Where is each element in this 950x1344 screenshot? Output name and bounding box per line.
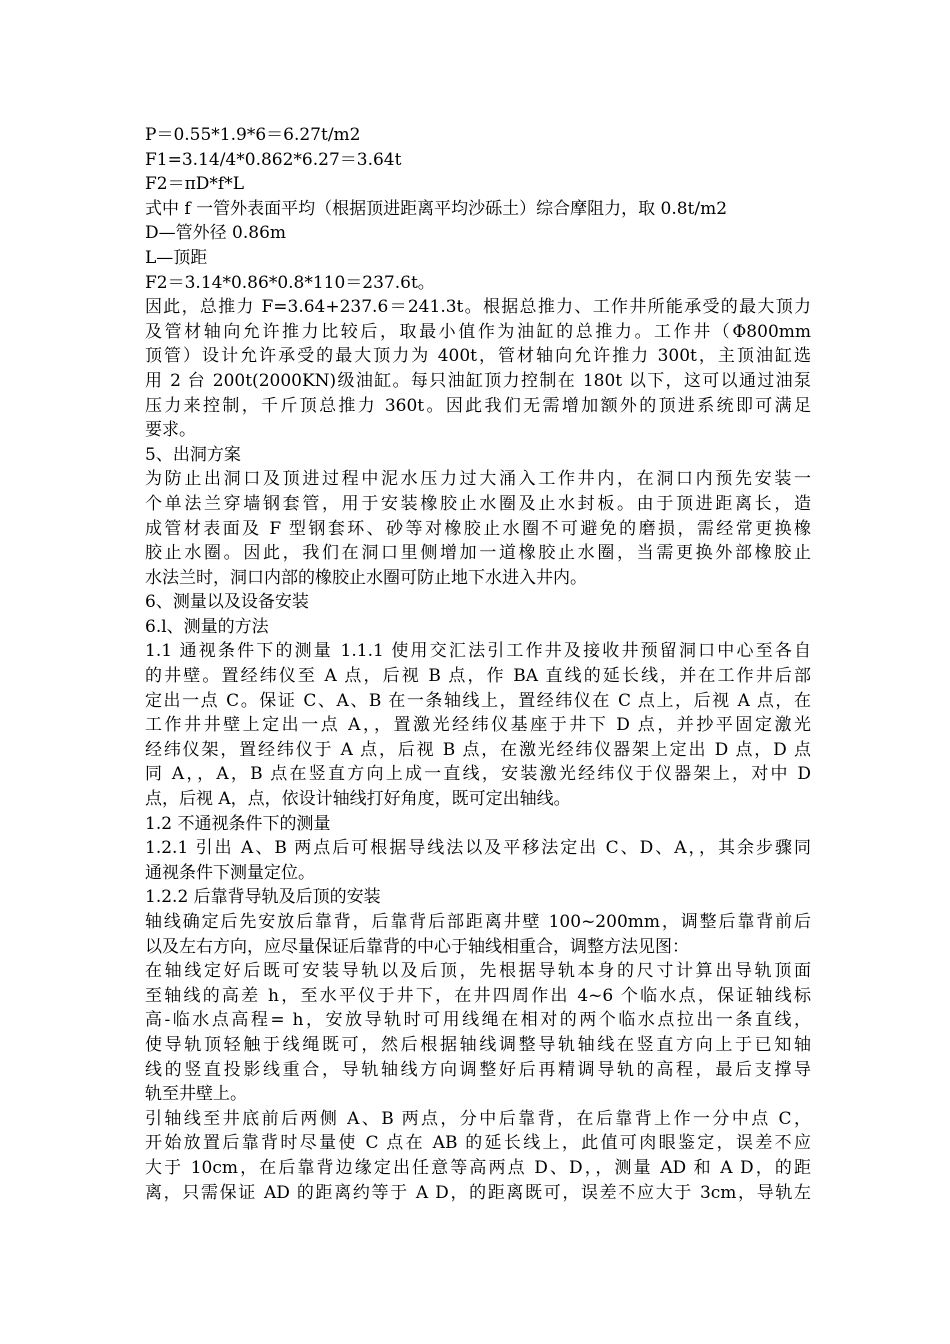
text-line: 以及左右方向，应尽量保证后靠背的中心于轴线相重合，调整方法见图： [145, 936, 689, 957]
text-line: 通视条件下测量定位。 [145, 862, 315, 883]
text-line: 点，后视 A，点，依设计轴线打好角度，既可定出轴线。 [145, 789, 571, 810]
text-line: 成管材表面及 F 型钢套环、砂等对橡胶止水圈不可避免的磨损，需经常更换橡 [145, 518, 811, 539]
text-line: 为防止出洞口及顶进过程中泥水压力过大涌入工作井内，在洞口内预先安装一 [145, 469, 811, 490]
text-line: F2＝πD*f*L [145, 174, 244, 195]
text-line: 胶止水圈。因此，我们在洞口里侧增加一道橡胶止水圈，当需更换外部橡胶止 [145, 543, 811, 564]
text-line: 的井壁。置经纬仪至 A 点，后视 B 点，作 BA 直线的延长线，并在工作井后部 [145, 666, 811, 687]
text-line: 至轴线的高差 h，至水平仪于井下，在井四周作出 4~6 个临水点，保证轴线标 [145, 985, 811, 1006]
text-line: 1.2.1 引出 A、B 两点后可根据导线法以及平移法定出 C、D、A，，其余步骤同 [145, 838, 811, 859]
text-line: 用 2 台 200t(2000KN)级油缸。每只油缸顶力控制在 180t 以下，这可以通过油泵 [145, 370, 811, 391]
text-line: 线的竖直投影线重合，导轨轴线方向调整好后再精调导轨的高程，最后支撑导 [145, 1059, 811, 1080]
text-line: 定出一点 C。保证 C、A、B 在一条轴线上，置经纬仪在 C 点上，后视 A 点，在 [145, 690, 811, 711]
text-line: 1.1 通视条件下的测量 1.1.1 使用交汇法引工作井及接收井预留洞口中心至各自 [145, 641, 811, 662]
text-line: 同 A，，A，B 点在竖直方向上成一直线，安装激光经纬仪于仪器架上，对中 D [145, 764, 811, 785]
text-line: 在轴线定好后既可安装导轨以及后顶，先根据导轨本身的尺寸计算出导轨顶面 [145, 961, 811, 982]
text-line: 1.2 不通视条件下的测量 [145, 813, 331, 834]
text-line: 高-临水点高程= h，安放导轨时可用线绳在相对的两个临水点拉出一条直线， [145, 1010, 811, 1031]
text-line: 轴线确定后先安放后靠背，后靠背后部距离井壁 100~200mm，调整后靠背前后 [145, 912, 811, 932]
text-line: D—管外径 0.86m [145, 223, 287, 244]
text-line: 离，只需保证 AD 的距离约等于 A D，的距离既可，误差不应大于 3cm，导轨左 [145, 1182, 811, 1203]
text-line: F1=3.14/4*0.862*6.27＝3.64t [145, 149, 402, 170]
text-line: 要求。 [145, 420, 196, 441]
text-line: 6、测量以及设备安装 [145, 592, 309, 613]
text-line: 个单法兰穿墙钢套管，用于安装橡胶止水圈及止水封板。由于顶进距离长，造 [145, 493, 811, 514]
text-line: 引轴线至井底前后两侧 A、B 两点，分中后靠背，在后靠背上作一分中点 C， [145, 1108, 811, 1129]
text-line: 顶管）设计允许承受的最大顶力为 400t，管材轴向允许推力 300t，主顶油缸选 [145, 346, 811, 367]
text-line: 大于 10cm，在后靠背边缘定出任意等高两点 D、D，，测量 AD 和 A D，的距 [145, 1157, 811, 1178]
text-line: 经纬仪架，置经纬仪于 A 点，后视 B 点，在激光经纬仪器架上定出 D 点，D 点 [145, 739, 811, 760]
text-line: 开始放置后靠背时尽量使 C 点在 AB 的延长线上，此值可肉眼鉴定，误差不应 [145, 1133, 811, 1154]
text-line: 式中 f 一管外表面平均（根据顶进距离平均沙砾土）综合摩阻力，取 0.8t/m2 [145, 198, 728, 219]
text-line: 工作井井壁上定出一点 A，，置激光经纬仪基座于井下 D 点，并抄平固定激光 [145, 715, 811, 736]
text-line: 压力来控制，千斤顶总推力 360t。因此我们无需增加额外的顶进系统即可满足 [145, 395, 811, 416]
text-line: 轨至井壁上。 [145, 1084, 247, 1105]
text-line: 因此，总推力 F=3.64+237.6＝241.3t。根据总推力、工作井所能承受的最大顶力 [145, 297, 811, 318]
text-line: 1.2.2 后靠背导轨及后顶的安装 [145, 887, 381, 908]
text-line: 5、出洞方案 [145, 444, 241, 465]
text-line: 及管材轴向允许推力比较后，取最小值作为油缸的总推力。工作井（Φ800mm [145, 321, 811, 342]
text-line: F2＝3.14*0.86*0.8*110＝237.6t。 [145, 272, 435, 293]
text-line: 使导轨顶轻触于线绳既可，然后根据轴线调整导轨轴线在竖直方向上于已知轴 [145, 1034, 811, 1055]
text-line: P＝0.55*1.9*6＝6.27t/m2 [145, 125, 361, 145]
text-line: L—顶距 [145, 247, 208, 268]
document-body [145, 123, 811, 1205]
text-line: 水法兰时，洞口内部的橡胶止水圈可防止地下水进入井内。 [145, 567, 587, 588]
text-line: 6.l、测量的方法 [145, 616, 269, 637]
